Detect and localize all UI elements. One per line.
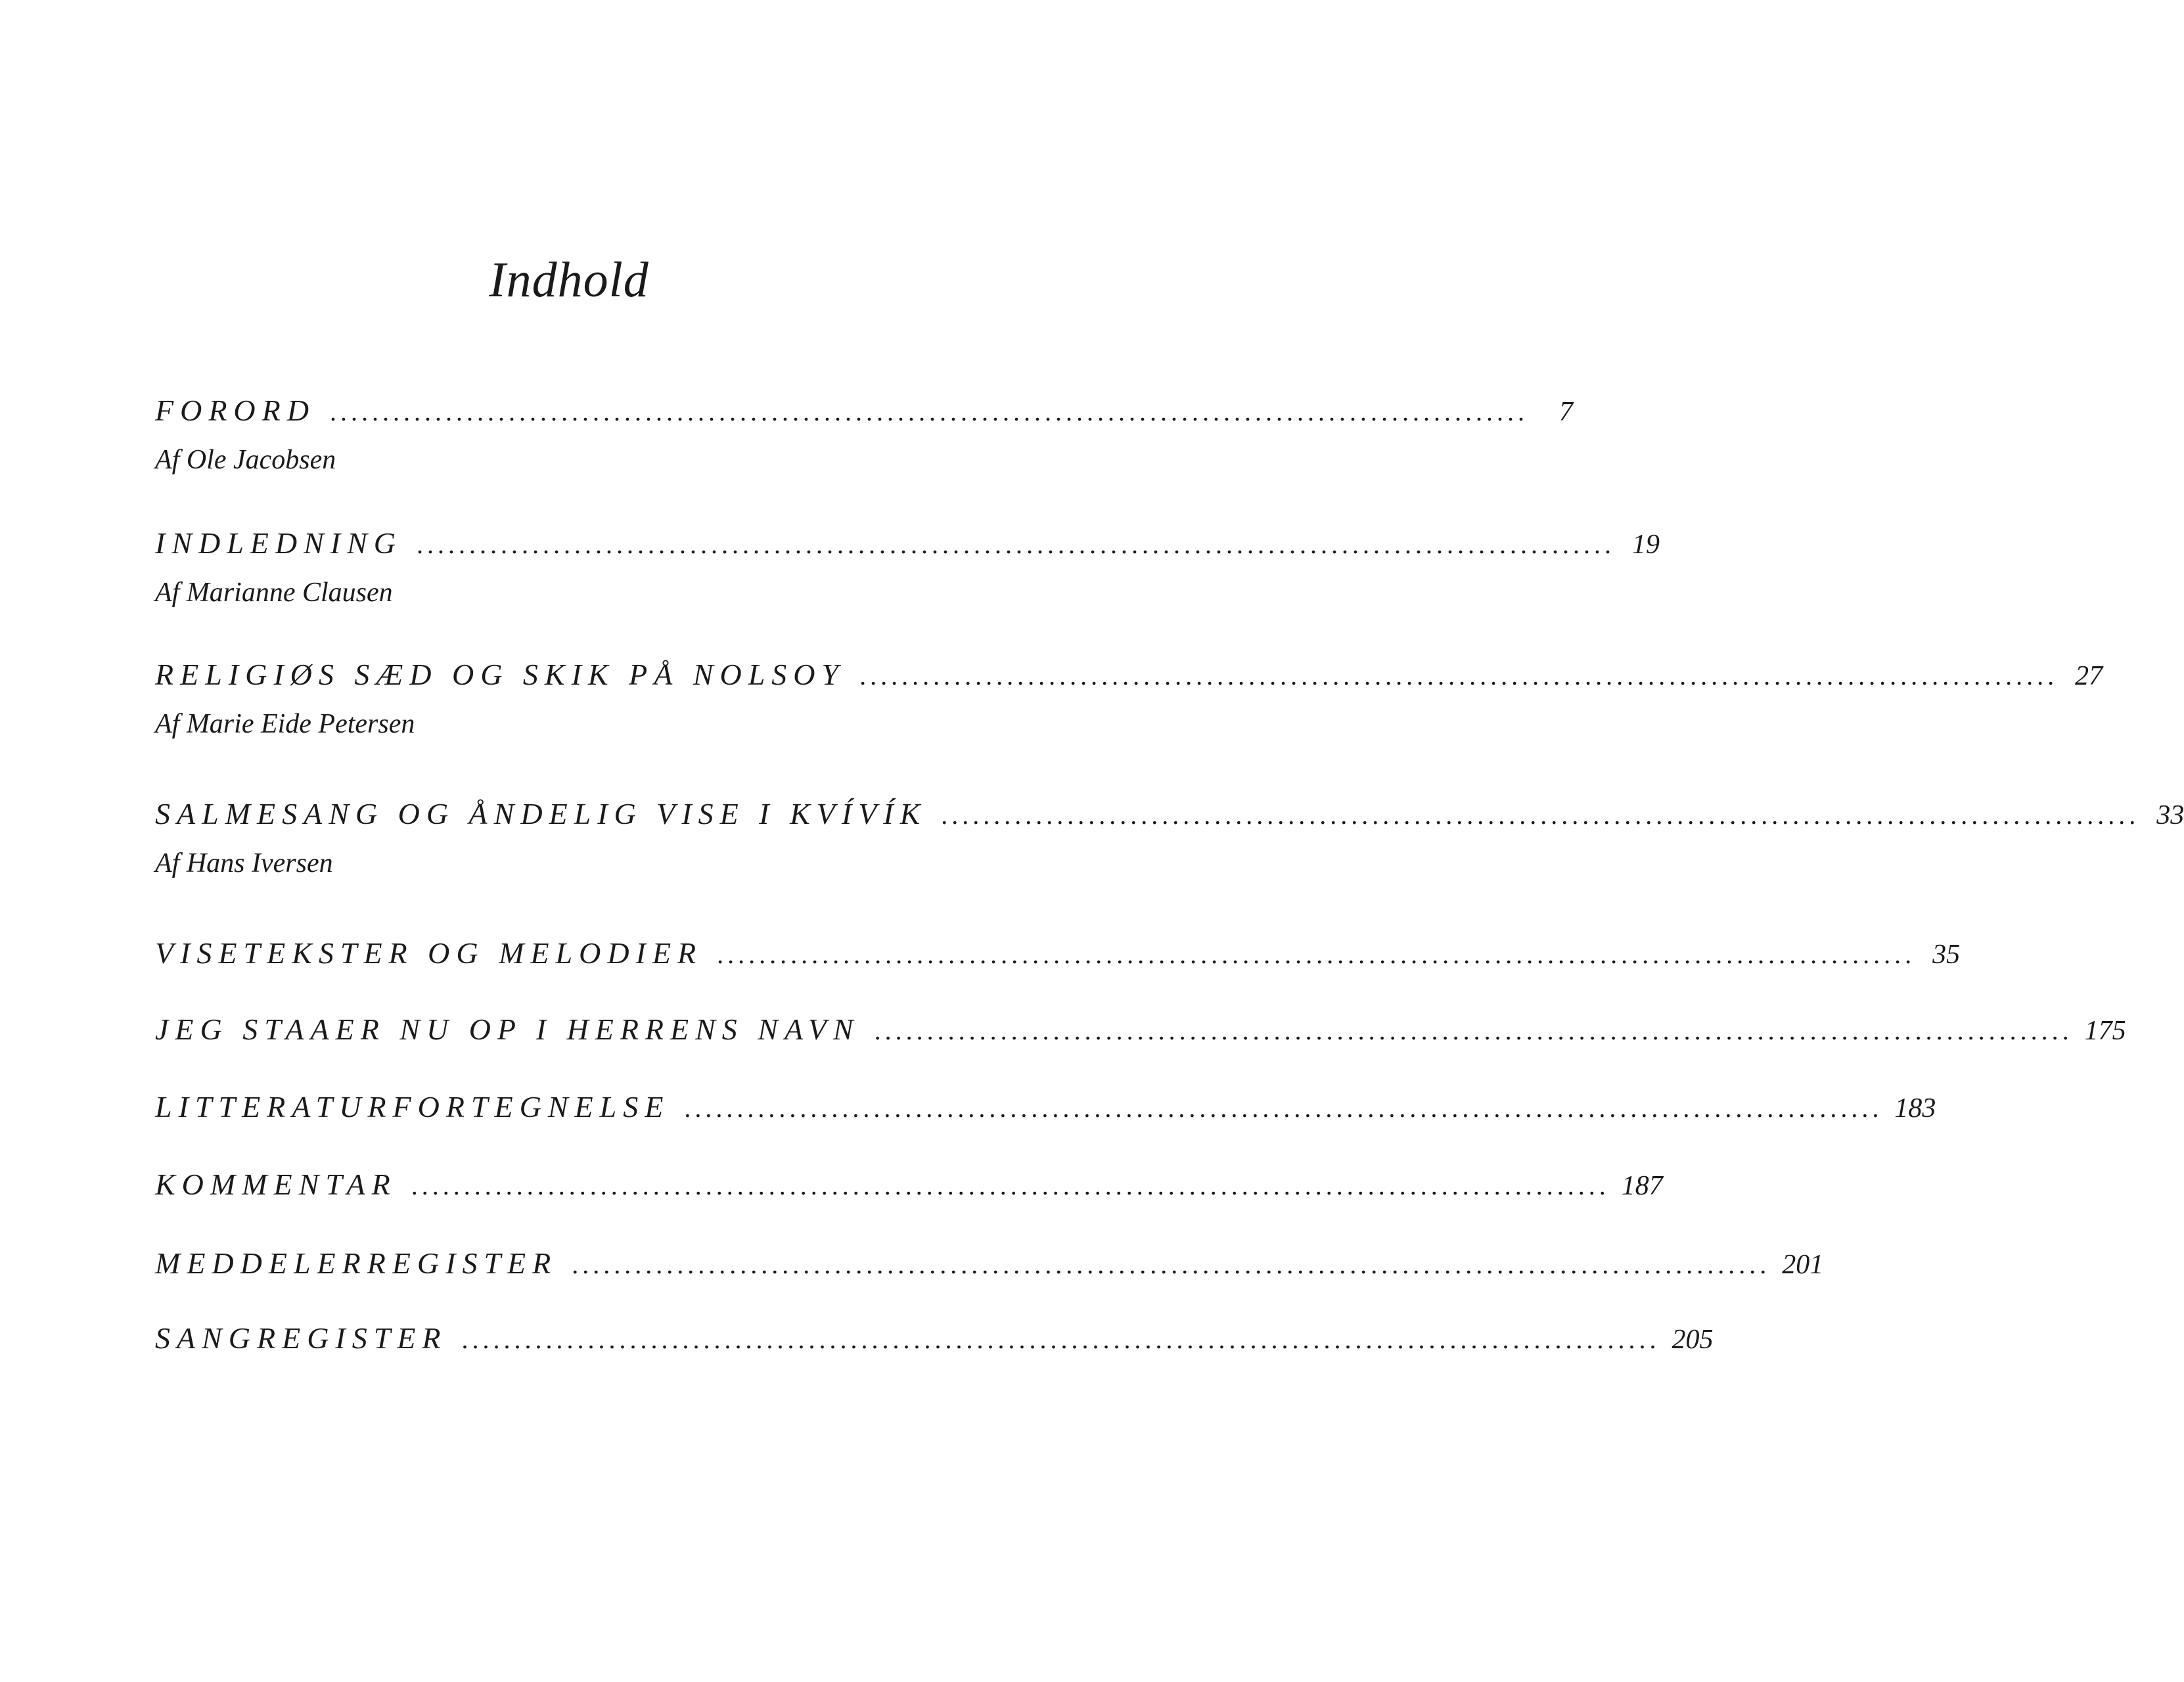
dot-leader: .................................................................................................................. xyxy=(417,530,1616,559)
toc-heading: JEG STAAER NU OP I HERRENS NAVN xyxy=(155,1012,860,1046)
toc-entry-salmesang xyxy=(155,796,2184,879)
toc-heading: LITTERATURFORTEGNELSE xyxy=(155,1090,670,1124)
toc-heading: VISETEKSTER OG MELODIER xyxy=(155,936,703,970)
toc-heading: RELIGIØS SÆD OG SKIK PÅ NOLSOY xyxy=(155,658,846,691)
toc-heading: SANGREGISTER xyxy=(155,1321,447,1355)
dot-leader: .................................................................................................................. xyxy=(941,800,2140,830)
toc-entry-indledning xyxy=(155,526,1660,608)
toc-heading: INDLEDNING xyxy=(155,526,403,560)
toc-entry-sangregister xyxy=(155,1321,1714,1367)
toc-page-number: 35 xyxy=(1932,940,1961,970)
toc-page-number: 19 xyxy=(1632,530,1660,560)
toc-page-number: 175 xyxy=(2084,1016,2126,1046)
toc-heading: KOMMENTAR xyxy=(155,1168,397,1201)
toc-entry-forord xyxy=(155,393,1573,476)
dot-leader: .................................................................................................................. xyxy=(684,1093,1883,1123)
toc-entry-jeg-staaer xyxy=(155,1012,2126,1058)
toc-page-number: 183 xyxy=(1894,1093,1936,1124)
toc-author: Af Hans Iversen xyxy=(155,848,333,878)
toc-page-number: 201 xyxy=(1782,1250,1824,1280)
toc-page-number: 187 xyxy=(1621,1171,1663,1201)
dot-leader: .................................................................................................................. xyxy=(859,661,2059,691)
dot-leader: .................................................................................................................. xyxy=(461,1325,1660,1354)
dot-leader: .................................................................................................................. xyxy=(874,1016,2073,1045)
toc-page-number: 205 xyxy=(1672,1325,1714,1355)
toc-page-number: 27 xyxy=(2075,661,2103,691)
toc-page-number: 33 xyxy=(2156,800,2184,830)
toc-author: Af Marie Eide Petersen xyxy=(155,709,415,739)
toc-entry-religios-saed xyxy=(155,657,2103,740)
dot-leader: .................................................................................................................. xyxy=(329,397,1528,426)
toc-heading: MEDDELERREGISTER xyxy=(155,1246,558,1280)
toc-entry-meddelerregister xyxy=(155,1246,1824,1292)
toc-page-number: 7 xyxy=(1558,397,1573,427)
toc-entry-litteraturfortegnelse xyxy=(155,1089,1936,1135)
toc-author: Af Marianne Clausen xyxy=(155,578,393,608)
toc-heading: FORORD xyxy=(155,394,315,427)
page-title: Indhold xyxy=(489,252,649,307)
toc-entry-kommentar xyxy=(155,1167,1663,1213)
toc-author: Af Ole Jacobsen xyxy=(155,445,336,475)
toc-entry-visetekster xyxy=(155,936,1961,982)
dot-leader: .................................................................................................................. xyxy=(572,1250,1771,1279)
dot-leader: .................................................................................................................. xyxy=(411,1171,1610,1200)
dot-leader: .................................................................................................................. xyxy=(717,940,1916,969)
toc-heading: SALMESANG OG ÅNDELIG VISE I KVÍVÍK xyxy=(155,797,927,830)
